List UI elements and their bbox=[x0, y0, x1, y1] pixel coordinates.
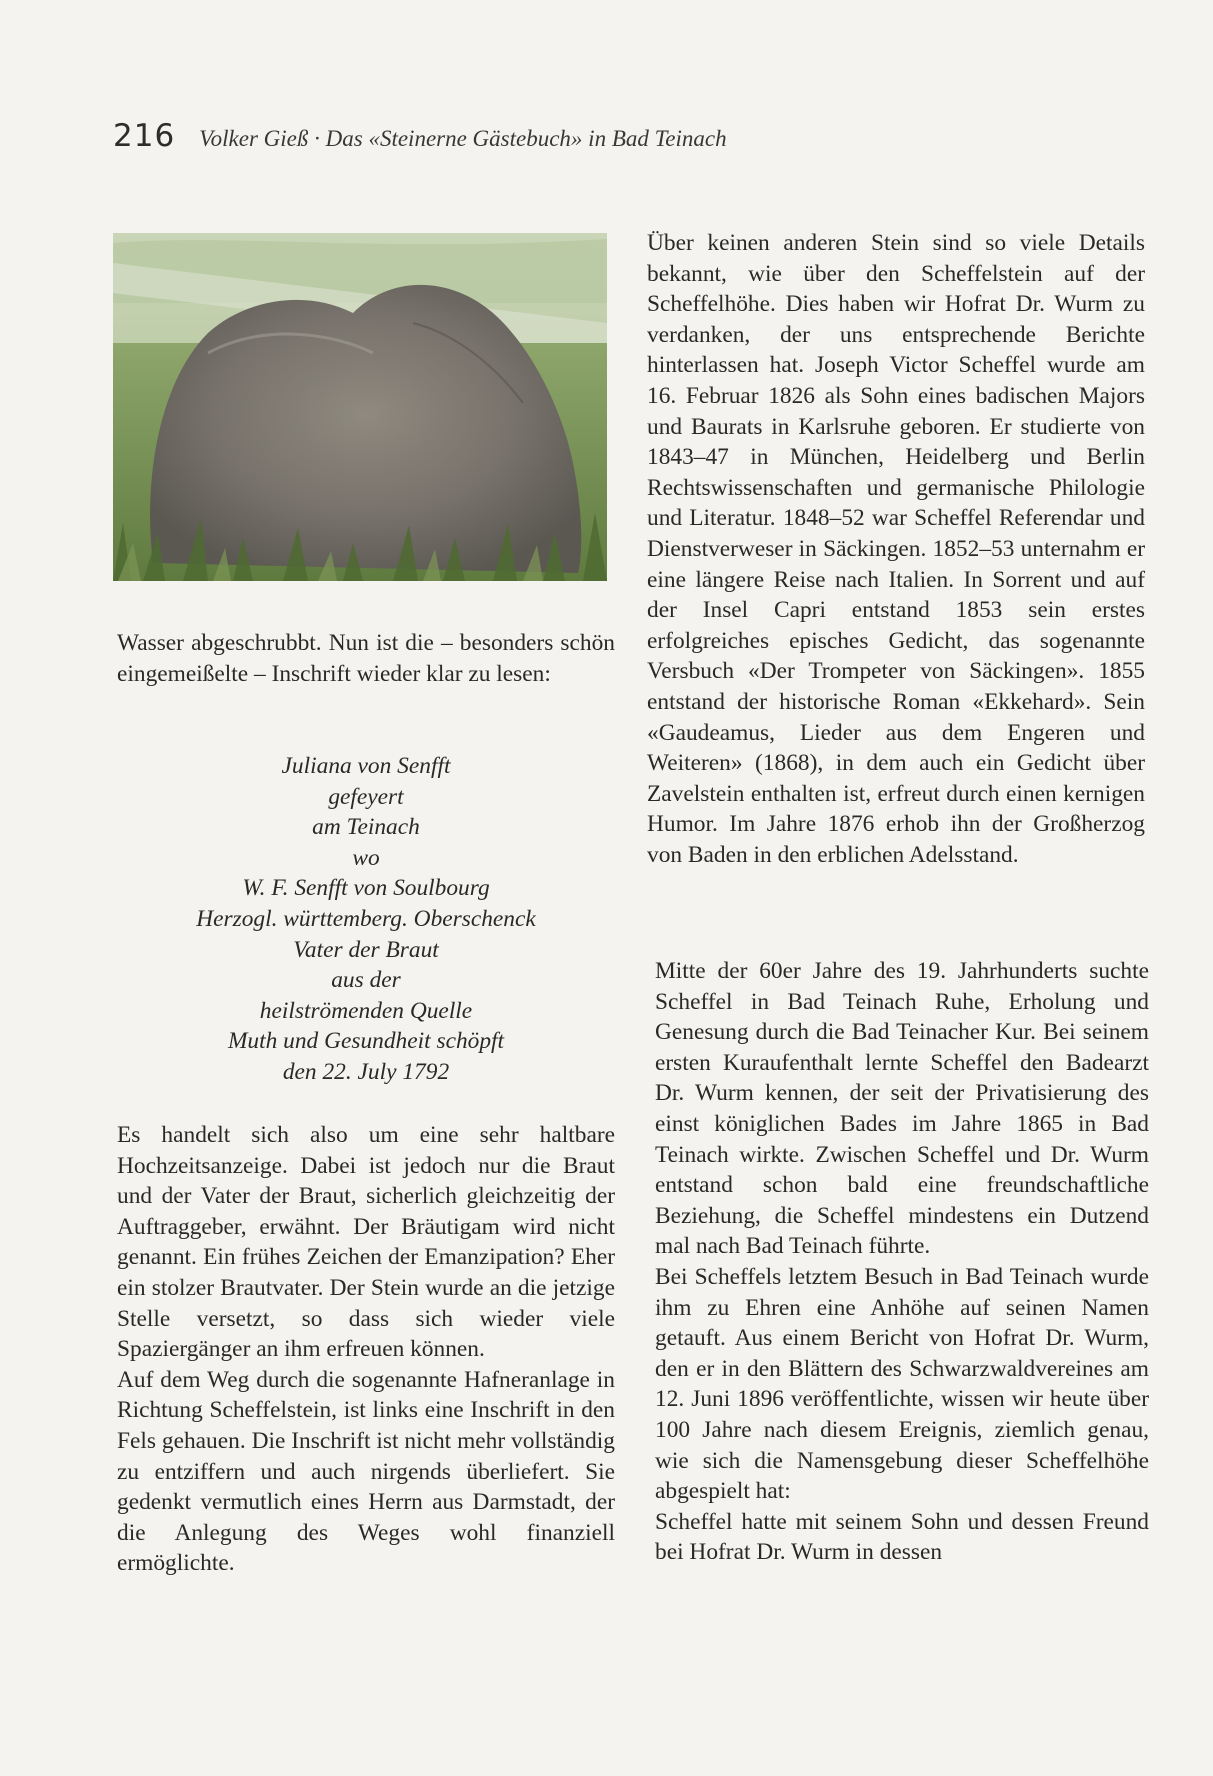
stone-photo-icon bbox=[113, 233, 607, 581]
right-column-lower bbox=[655, 956, 1149, 1568]
running-title: Volker Gieß · Das «Steinerne Gästebuch» in Bad Teinach bbox=[199, 126, 727, 151]
left-column-top bbox=[117, 628, 615, 689]
inscription-line: Vater der Braut bbox=[293, 936, 439, 963]
inscription-line: Juliana von Senfft bbox=[281, 753, 451, 779]
inscription-line: Herzogl. württemberg. Oberschenck bbox=[196, 905, 536, 932]
paragraph: Bei Scheffels letztem Besuch in Bad Teinach wurde ihm zu Ehren eine Anhöhe auf seinen Namen getauft. Aus einem Bericht von Hofrat Dr. Wurm, den er in den Blättern des Schwarzwaldvereines am 12. Juni 1896 veröffentlichte, wissen wir heute über 100 Jahre nach diesem Ereignis, ziemlich genau, wie sich die Namensgebung dieser Scheffelhöhe abgespielt hat: bbox=[655, 1263, 1149, 1505]
running-head bbox=[113, 118, 1113, 162]
paragraph: Mitte der 60er Jahre des 19. Jahrhunderts suchte Scheffel in Bad Teinach Ruhe, Erholung und Genesung durch die Bad Teinacher Kur. Bei seinem ersten Kuraufenthalt lernte Scheffel den Badearzt Dr. Wurm kennen, der seit der Privatisierung des einst königlichen Bades im Jahre 1865 in Bad Teinach wirkte. Zwischen Scheffel und Dr. Wurm entstand schon bald eine freundschaftliche Beziehung, die Scheffel mindestens ein Dutzend mal nach Bad Teinach führte. bbox=[655, 958, 1149, 1260]
paragraph: Es handelt sich also um eine sehr haltbare Hochzeitsanzeige. Dabei ist jedoch nur die Braut und der Vater der Braut, sicherlich gleichzeitig der Auftraggeber, erwähnt. Der Bräutigam wird nicht genannt. Ein frühes Zeichen der Emanzipation? Eher ein stolzer Brautvater. Der Stein wurde an die jetzige Stelle versetzt, so dass sich wieder viele Spaziergänger an ihm erfreuen können. bbox=[117, 1122, 615, 1363]
inscription-line: gefeyert bbox=[328, 783, 404, 810]
inscription-line: aus der bbox=[331, 967, 401, 994]
stone-photo bbox=[113, 233, 607, 581]
paragraph: Scheffel hatte mit seinem Sohn und dessen Freund bei Hofrat Dr. Wurm in dessen bbox=[655, 1508, 1149, 1566]
inscription-line: den 22. July 1792 bbox=[282, 1058, 450, 1085]
inscription-line: Muth und Gesundheit schöpft bbox=[227, 1028, 505, 1055]
page-number: 216 bbox=[113, 118, 176, 154]
right-column bbox=[647, 228, 1145, 870]
paragraph: Auf dem Weg durch die sogenannte Hafneranlage in Richtung Scheffelstein, ist links eine Inschrift in den Fels gehauen. Die Inschrift ist nicht mehr vollständig zu entziffern und auch nirgends überliefert. Sie gedenkt vermutlich eines Herrn aus Darmstadt, der die Anlegung des Weges wohl finanziell ermöglichte. bbox=[117, 1366, 615, 1577]
inscription-line: wo bbox=[352, 844, 380, 871]
inscription-line: am Teinach bbox=[312, 814, 420, 841]
left-column-bottom bbox=[117, 1120, 615, 1579]
inscription bbox=[117, 751, 615, 1088]
inscription-line: heilströmenden Quelle bbox=[259, 997, 473, 1024]
inscription-line: W. F. Senfft von Soulbourg bbox=[242, 875, 490, 902]
paragraph: Über keinen anderen Stein sind so viele Details bekannt, wie über den Scheffelstein auf der Scheffelhöhe. Dies haben wir Hofrat Dr. Wurm zu verdanken, der uns entsprechende Berichte hinterlassen hat. Joseph Victor Scheffel wurde am 16. Februar 1826 als Sohn eines badischen Majors und Baurats in Karlsruhe geboren. Er studierte von 1843–47 in München, Heidelberg und Berlin Rechtswissenschaften und germanische Philologie und Literatur. 1848–52 war Scheffel Referendar und Dienstverweser in Säckingen. 1852–53 unternahm er eine längere Reise nach Italien. In Sorrent und auf der Insel Capri entstand 1853 sein erstes erfolgreiches episches Gedicht, das sogenannte Versbuch «Der Trompeter von Säckingen». 1855 entstand der historische Roman «Ekkehard». Sein «Gaudeamus, Lieder aus dem Engeren und Weiteren» (1868), in dem auch ein Gedicht über Zavelstein enthalten ist, erfreut durch einen kernigen Humor. Im Jahre 1876 erhob ihn der Großherzog von Baden in den erblichen Adelsstand. bbox=[647, 230, 1145, 868]
paragraph: Wasser abgeschrubbt. Nun ist die – besonders schön eingemeißelte – Inschrift wieder klar zu lesen: bbox=[117, 630, 615, 687]
